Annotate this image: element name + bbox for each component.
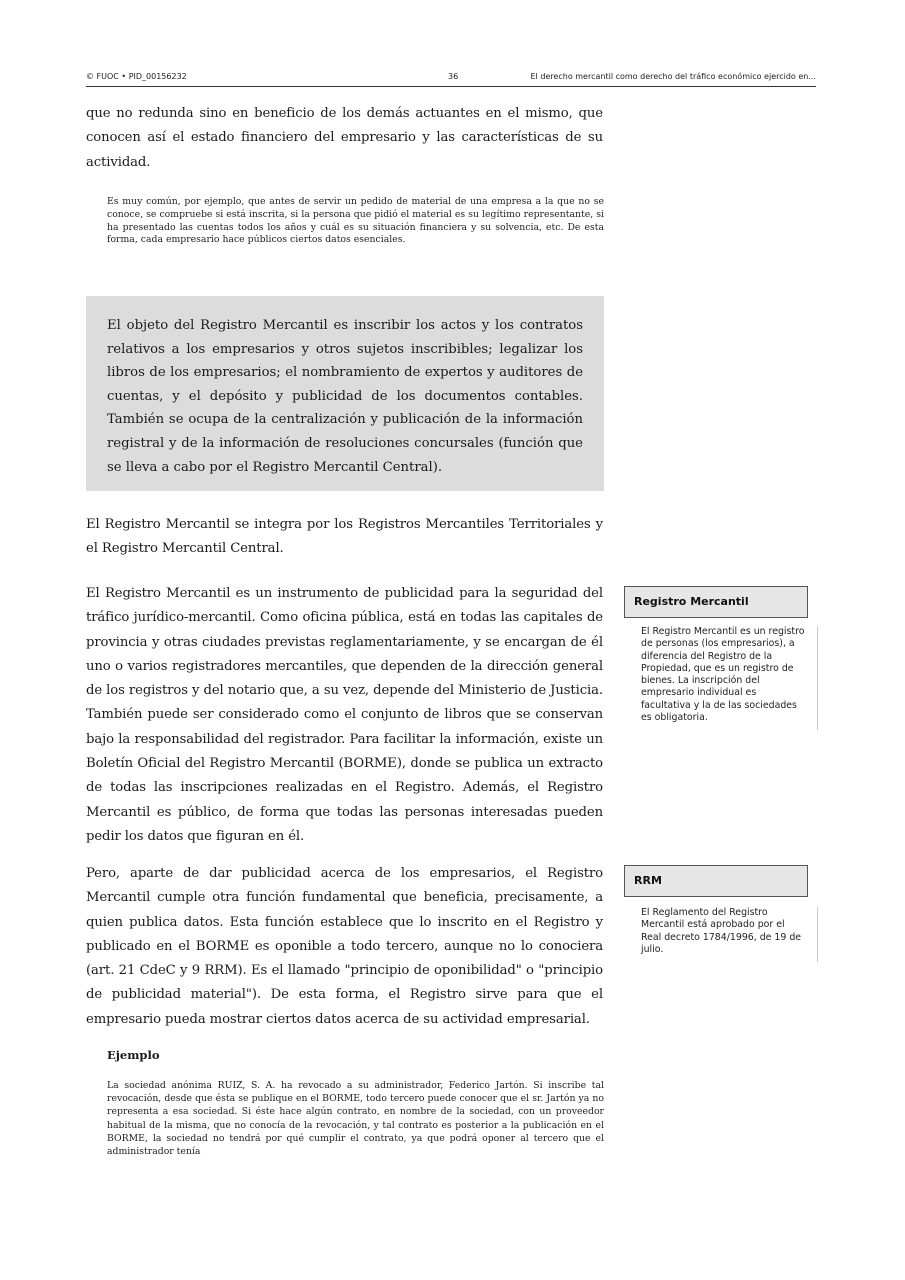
sidebar-box-title-rrm: RRM [624,865,808,897]
sidebar-box-title-registro: Registro Mercantil [624,586,808,618]
page-number: 36 [448,72,459,81]
header-right: El derecho mercantil como derecho del tráfico económico ejercido en... [530,72,816,81]
note-1: Es muy común, por ejemplo, que antes de servir un pedido de material de una empresa a la que no se conoce, se compruebe si está inscrita, si la persona que pidió el material es su legítimo representante, si ha presentado las cuentas todos los años y cuál es su situación financiera y su solvencia, etc. De esta forma, cada empresario hace públicos ciertos datos esenciales. [107,196,604,246]
paragraph-3: El Registro Mercantil es un instrumento de publicidad para la seguridad del tráfico jurídico-mercantil. Como oficina pública, está en todas las capitales de provincia y otras ciudades previstas reglamentariamente, y se encargan de él uno o varios registradores mercantiles, que dependen de la dirección general de los registros y del notario que, a su vez, depende del Ministerio de Justicia. También puede ser considerado como el conjunto de libros que se conservan bajo la responsabilidad del registrador. Para facilitar la información, existe un Boletín Oficial del Registro Mercantil (BORME), donde se publica un extracto de todas las inscripciones realizadas en el Registro. Además, el Registro Mercantil es público, de forma que todas las personas interesadas pueden pedir los datos que figuran en él. [86,586,603,844]
paragraph-2: El Registro Mercantil se integra por los Registros Mercantiles Territoriales y el Registro Mercantil Central. [86,517,603,557]
example-text: La sociedad anónima RUIZ, S. A. ha revocado a su administrador, Federico Jartón. Si inscribe tal revocación, desde que ésta se publique en el BORME, todo tercero puede conocer que el sr. Jartón ya no representa a esa sociedad. Si éste hace algún contrato, en nombre de la sociedad, con un proveedor habitual de la misma, que no conocía de la revocación, y tal contrato es posterior a la publicación en el BORME, la sociedad no tendrá por qué cumplir el contrato, ya que podrá oponer al tercero que el administrador tenía [107,1080,604,1158]
paragraph-4: Pero, aparte de dar publicidad acerca de los empresarios, el Registro Mercantil cumple otra función fundamental que beneficia, precisamente, a quien publica datos. Esta función establece que lo inscrito en el Registro y publicado en el BORME es oponible a todo tercero, aunque no lo conociera (art. 21 CdeC y 9 RRM). Es el llamado "principio de oponibilidad" o "principio de publicidad material"). De esta forma, el Registro sirve para que el empresario pueda mostrar ciertos datos acerca de su actividad empresarial. [86,866,603,1027]
sidebar-box-text-registro: El Registro Mercantil es un registro de personas (los empresarios), a diferencia del Registro de la Propiedad, que es un registro de bienes. La inscripción del empresario individual es facultativa y la de las sociedades es obligatoria. [633,626,818,730]
highlight-box [86,296,604,491]
paragraph-1: que no redunda sino en beneficio de los demás actuantes en el mismo, que conocen así el estado financiero del empresario y las características de su actividad. [86,106,603,170]
sidebar-box-text-rrm: El Reglamento del Registro Mercantil está aprobado por el Real decreto 1784/1996, de 19 de julio. [633,907,818,962]
page-header [86,70,816,87]
header-left: © FUOC • PID_00156232 [86,72,187,81]
example-title: Ejemplo [107,1048,160,1062]
highlight-text: El objeto del Registro Mercantil es inscribir los actos y los contratos relativos a los empresarios y otros sujetos inscribibles; legalizar los libros de los empresarios; el nombramiento de expertos y auditores de cuentas, y el depósito y publicidad de los documentos contables. También se ocupa de la centralización y publicación de la información registral y de la información de resoluciones concursales (función que se lleva a cabo por el Registro Mercantil Central). [107,318,583,475]
